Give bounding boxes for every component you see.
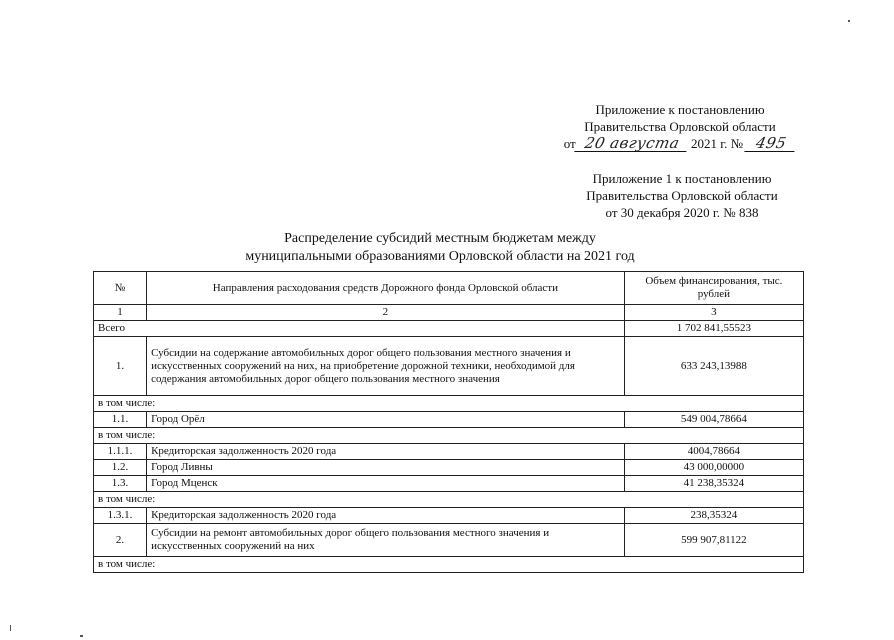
table-row bbox=[94, 524, 804, 557]
row-text: Кредиторская задолженность 2020 года bbox=[147, 444, 625, 460]
appendix-current-line2: Правительства Орловской области bbox=[584, 119, 776, 134]
document-title-line2: муниципальными образованиями Орловской области на 2021 год bbox=[245, 249, 635, 264]
date-prefix: от bbox=[563, 136, 576, 151]
row-num: 1.3. bbox=[94, 476, 147, 492]
appendix-current-line3 bbox=[560, 135, 800, 152]
column-number-row bbox=[94, 305, 804, 321]
table-row bbox=[94, 412, 804, 428]
table-row bbox=[94, 337, 804, 396]
including-label: в том числе: bbox=[94, 396, 804, 412]
handwritten-number: 495 bbox=[745, 136, 798, 152]
row-amount: 43 000,00000 bbox=[624, 460, 803, 476]
scan-speck bbox=[848, 20, 850, 22]
col-number-3: 3 bbox=[624, 305, 803, 321]
document-title-line1: Распределение субсидий местным бюджетам между bbox=[284, 231, 596, 246]
subsidy-table bbox=[93, 271, 804, 573]
row-amount: 549 004,78664 bbox=[624, 412, 803, 428]
appendix-previous-line1: Приложение 1 к постановлению bbox=[592, 171, 772, 186]
scan-speck bbox=[10, 625, 11, 631]
including-label: в том числе: bbox=[94, 557, 804, 573]
year-number-label: 2021 г. № bbox=[690, 136, 744, 151]
row-amount: 41 238,35324 bbox=[624, 476, 803, 492]
row-text: Город Ливны bbox=[147, 460, 625, 476]
row-num: 1.3.1. bbox=[94, 508, 147, 524]
subtotal-label-row bbox=[94, 492, 804, 508]
row-amount: 599 907,81122 bbox=[624, 524, 803, 557]
appendix-previous bbox=[562, 170, 802, 221]
row-amount: 633 243,13988 bbox=[624, 337, 803, 396]
appendix-previous-line3: от 30 декабря 2020 г. № 838 bbox=[605, 205, 759, 220]
col-number-1: 1 bbox=[94, 305, 147, 321]
row-num: 1.2. bbox=[94, 460, 147, 476]
table-row bbox=[94, 508, 804, 524]
row-num: 1.1. bbox=[94, 412, 147, 428]
appendix-current-line1: Приложение к постановлению bbox=[595, 102, 765, 117]
row-num: 1. bbox=[94, 337, 147, 396]
header-num: № bbox=[94, 272, 147, 305]
row-text: Субсидии на ремонт автомобильных дорог общего пользования местного значения и искусственных сооружений на них bbox=[147, 524, 625, 557]
row-amount: 4004,78664 bbox=[624, 444, 803, 460]
row-num: 1.1.1. bbox=[94, 444, 147, 460]
row-text: Субсидии на содержание автомобильных дорог общего пользования местного значения и искусственных сооружений на них, на приобретение дорожной техники, необходимой для содержания автомобильных дорог общего пользования местного значения bbox=[147, 337, 625, 396]
row-text: Город Орёл bbox=[147, 412, 625, 428]
total-amount: 1 702 841,55523 bbox=[624, 321, 803, 337]
subtotal-label-row bbox=[94, 557, 804, 573]
table-row bbox=[94, 444, 804, 460]
row-num: 2. bbox=[94, 524, 147, 557]
row-text: Город Мценск bbox=[147, 476, 625, 492]
table-row bbox=[94, 476, 804, 492]
including-label: в том числе: bbox=[94, 492, 804, 508]
row-amount: 238,35324 bbox=[624, 508, 803, 524]
header-amount: Объем финансирования, тыс. рублей bbox=[624, 272, 803, 305]
including-label: в том числе: bbox=[94, 428, 804, 444]
scan-speck bbox=[80, 635, 83, 637]
table-header-row bbox=[94, 272, 804, 305]
subtotal-label-row bbox=[94, 396, 804, 412]
col-number-2: 2 bbox=[147, 305, 625, 321]
subtotal-label-row bbox=[94, 428, 804, 444]
row-text: Кредиторская задолженность 2020 года bbox=[147, 508, 625, 524]
handwritten-date: 20 августа bbox=[574, 136, 689, 152]
header-direction: Направления расходования средств Дорожного фонда Орловской области bbox=[147, 272, 625, 305]
total-label: Всего bbox=[94, 321, 625, 337]
total-row bbox=[94, 321, 804, 337]
document-title bbox=[215, 230, 665, 266]
appendix-current bbox=[560, 101, 800, 152]
appendix-previous-line2: Правительства Орловской области bbox=[586, 188, 778, 203]
table-row bbox=[94, 460, 804, 476]
